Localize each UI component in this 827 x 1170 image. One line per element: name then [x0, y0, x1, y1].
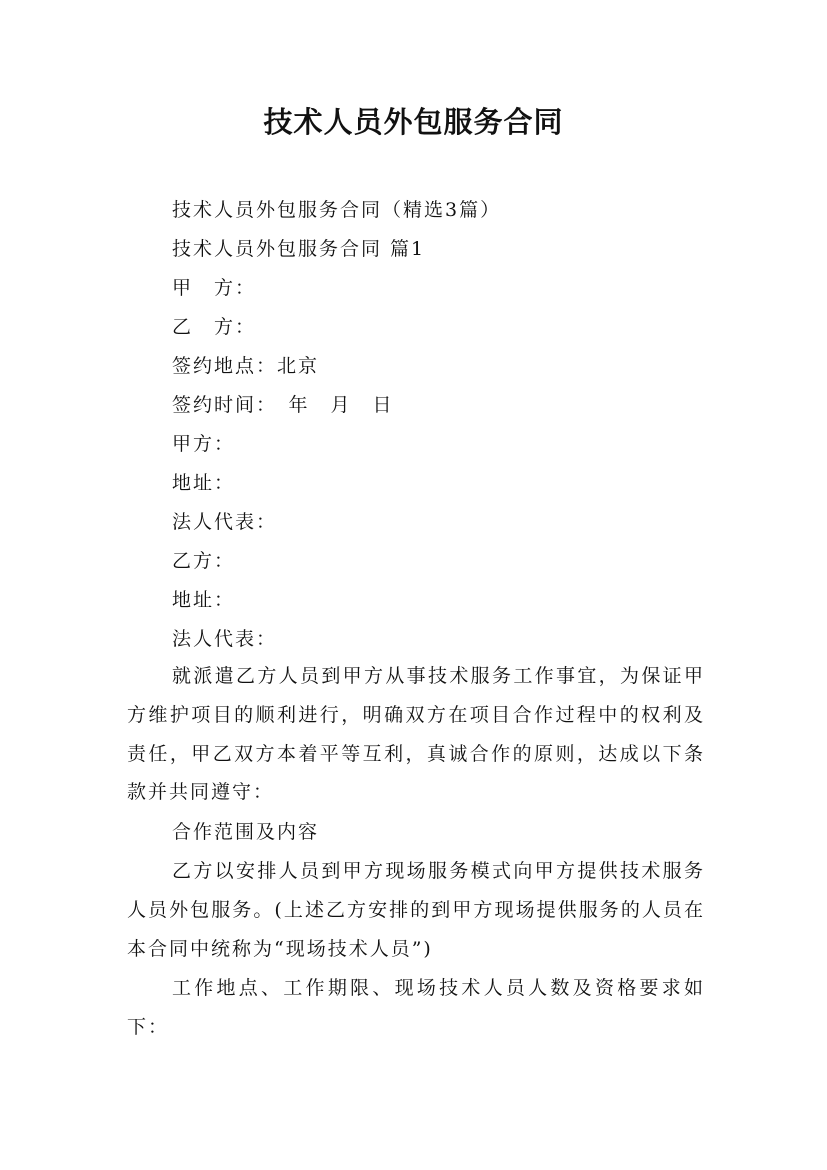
- section-heading: 技术人员外包服务合同 篇1: [172, 238, 426, 260]
- requirements-paragraph: 工作地点、工作期限、现场技术人员人数及资格要求如下：: [127, 977, 705, 1038]
- signing-place-line: 签约地点：北京: [172, 355, 320, 377]
- intro-paragraph: 就派遣乙方人员到甲方从事技术服务工作事宜，为保证甲方维护项目的顺利进行，明确双方在项目合作过程中的权利及责任，甲乙双方本着平等互利，真诚合作的原则，达成以下条款并共同遵守：: [127, 665, 705, 804]
- party-b-line: 乙 方：: [172, 316, 257, 338]
- party-a-line: 甲 方：: [172, 277, 257, 299]
- party-b-address: 地址：: [172, 589, 236, 611]
- scope-paragraph: 乙方以安排人员到甲方现场服务模式向甲方提供技术服务人员外包服务。(上述乙方安排的到甲方现场提供服务的人员在本合同中统称为“现场技术人员”): [127, 860, 705, 960]
- party-a-label: 甲方：: [172, 433, 236, 455]
- signing-time-line: 签约时间： 年 月 日: [172, 394, 394, 416]
- party-b-representative: 法人代表：: [172, 628, 278, 650]
- party-a-address: 地址：: [172, 472, 236, 494]
- document-subtitle: 技术人员外包服务合同（精选3篇）: [172, 199, 502, 221]
- party-b-label: 乙方：: [172, 550, 236, 572]
- document-title: 技术人员外包服务合同: [263, 105, 564, 139]
- scope-heading: 合作范围及内容: [172, 821, 320, 843]
- party-a-representative: 法人代表：: [172, 511, 278, 533]
